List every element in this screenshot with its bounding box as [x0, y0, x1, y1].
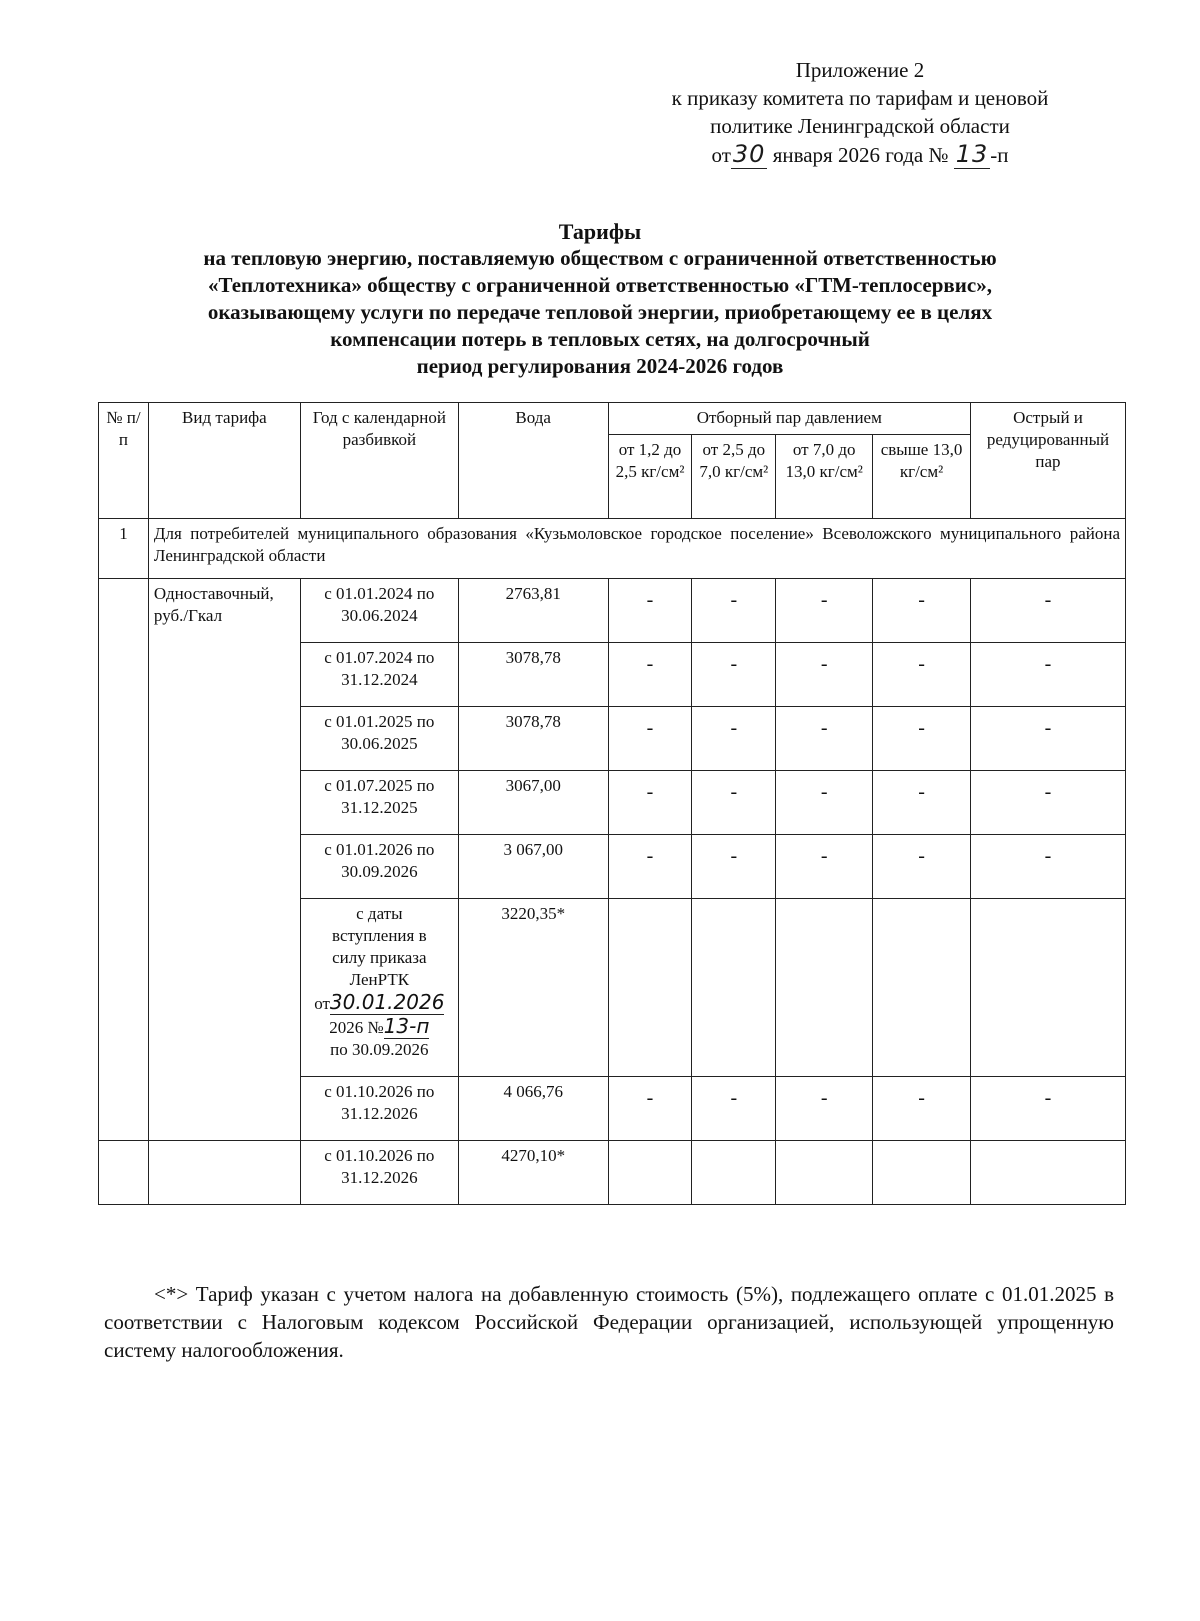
steam-1-value: -: [608, 771, 692, 835]
special-line-3: силу приказа: [332, 948, 427, 967]
document-title: [100, 218, 1100, 380]
header-type: Вид тарифа: [148, 403, 300, 519]
header-steam-4: свыше 13,0 кг/см²: [873, 435, 971, 519]
sharp-steam-value: -: [970, 707, 1125, 771]
steam-2-value: -: [692, 771, 776, 835]
steam-3-value: -: [776, 707, 873, 771]
special-line-2: вступления в: [332, 926, 427, 945]
appendix-title: Приложение 2: [795, 58, 925, 82]
tariff-table: [98, 402, 1126, 1205]
steam-1-value: -: [608, 579, 692, 643]
handwritten-order-date: 30.01.2026: [329, 990, 445, 1014]
steam-2-value: -: [692, 643, 776, 707]
title-line-3: оказывающему услуги по передаче тепловой энергии, приобретающему ее в целях: [207, 300, 993, 324]
steam-3-value: -: [776, 1077, 873, 1141]
steam-4-value: -: [873, 771, 971, 835]
water-value: 3220,35*: [458, 899, 608, 1077]
steam-4-value: -: [873, 707, 971, 771]
period-cell: с 01.01.2026 по 30.09.2026: [300, 835, 458, 899]
steam-1-value: -: [608, 1077, 692, 1141]
title-line-1: на тепловую энергию, поставляемую обществом с ограниченной ответственностью: [203, 246, 997, 270]
steam-2-value: -: [692, 1077, 776, 1141]
water-value: 3067,00: [458, 771, 608, 835]
steam-3-value: -: [776, 835, 873, 899]
water-value: 3078,78: [458, 643, 608, 707]
title-line-5: период регулирования 2024-2026 годов: [416, 354, 784, 378]
steam-1-value: -: [608, 643, 692, 707]
date-prefix: от: [711, 143, 731, 167]
water-value: 2763,81: [458, 579, 608, 643]
period-cell: с 01.10.2026 по 31.12.2026: [300, 1141, 458, 1205]
handwritten-day: 30: [732, 140, 766, 168]
special-year-no: 2026 №: [329, 1018, 384, 1037]
special-line-1: с даты: [356, 904, 403, 923]
header-num: № п/п: [99, 403, 149, 519]
sharp-steam-value: -: [970, 1077, 1125, 1141]
steam-2-value: -: [692, 707, 776, 771]
appendix-header: [600, 56, 1120, 169]
empty-cell: [970, 1141, 1125, 1205]
date-rest: января 2026 года №: [772, 143, 949, 167]
tariff-type: Одноставочный, руб./Гкал: [148, 579, 300, 1141]
title-line-4: компенсации потерь в тепловых сетях, на долгосрочный: [330, 327, 870, 351]
empty-cell: [776, 1141, 873, 1205]
empty-num-cell: [99, 579, 149, 1141]
handwritten-order-number: 13-п: [383, 1014, 430, 1038]
header-sharp-steam: Острый и редуцированный пар: [970, 403, 1125, 519]
period-cell: с 01.10.2026 по 31.12.2026: [300, 1077, 458, 1141]
water-value: 3078,78: [458, 707, 608, 771]
empty-cell: [148, 1141, 300, 1205]
empty-cell: [99, 1141, 149, 1205]
water-value: 3 067,00: [458, 835, 608, 899]
header-steam-2: от 2,5 до 7,0 кг/см²: [692, 435, 776, 519]
sharp-steam-value: -: [970, 835, 1125, 899]
period-cell: с 01.01.2025 по 30.06.2025: [300, 707, 458, 771]
header-year: Год с календарной разбивкой: [300, 403, 458, 519]
steam-1-value: -: [608, 835, 692, 899]
footnote: <*> Тариф указан с учетом налога на добавленную стоимость (5%), подлежащего оплате с 01.01.2025 в соответствии с Налоговым кодексом Российской Федерации организацией, использующей упрощенную систему налогообложения.: [104, 1282, 1114, 1362]
empty-cell: [692, 1141, 776, 1205]
sharp-steam-value: -: [970, 643, 1125, 707]
header-row: [99, 403, 1126, 435]
empty-cell: [608, 899, 692, 1077]
section-num: 1: [99, 519, 149, 579]
special-line-4: ЛенРТК: [349, 970, 410, 989]
sharp-steam-value: -: [970, 771, 1125, 835]
empty-cell: [692, 899, 776, 1077]
number-suffix: -п: [990, 143, 1009, 167]
steam-2-value: -: [692, 835, 776, 899]
header-steam-3: от 7,0 до 13,0 кг/см²: [776, 435, 873, 519]
section-row: [99, 519, 1126, 579]
period-cell: с 01.01.2024 по 30.06.2024: [300, 579, 458, 643]
appendix-line-2: к приказу комитета по тарифам и ценовой: [671, 86, 1049, 110]
table-row: [99, 579, 1126, 643]
empty-cell: [873, 1141, 971, 1205]
header-steam-group: Отборный пар давлением: [608, 403, 970, 435]
header-water: Вода: [458, 403, 608, 519]
period-cell-special: [300, 899, 458, 1077]
empty-cell: [608, 1141, 692, 1205]
steam-3-value: -: [776, 643, 873, 707]
special-line-6: [306, 1015, 453, 1039]
steam-4-value: -: [873, 579, 971, 643]
sharp-steam-value: -: [970, 579, 1125, 643]
steam-4-value: -: [873, 1077, 971, 1141]
empty-cell: [970, 899, 1125, 1077]
steam-3-value: -: [776, 579, 873, 643]
steam-3-value: -: [776, 771, 873, 835]
appendix-date-line: [600, 140, 1120, 169]
empty-cell: [873, 899, 971, 1077]
special-from: от: [314, 994, 330, 1013]
period-cell: с 01.07.2025 по 31.12.2025: [300, 771, 458, 835]
steam-4-value: -: [873, 835, 971, 899]
steam-4-value: -: [873, 643, 971, 707]
title-line-2: «Теплотехника» обществу с ограниченной ответственностью «ГТМ-теплосервис»,: [208, 273, 992, 297]
appendix-line-3: политике Ленинградской области: [710, 114, 1010, 138]
section-text: Для потребителей муниципального образования «Кузьмоловское городское поселение» Всеволожского муниципального района Ленинградской области: [148, 519, 1125, 579]
empty-cell: [776, 899, 873, 1077]
header-steam-1: от 1,2 до 2,5 кг/см²: [608, 435, 692, 519]
special-line-5: [306, 991, 453, 1015]
water-value: 4270,10*: [458, 1141, 608, 1205]
handwritten-number: 13: [955, 140, 989, 168]
steam-2-value: -: [692, 579, 776, 643]
steam-1-value: -: [608, 707, 692, 771]
water-value: 4 066,76: [458, 1077, 608, 1141]
table-row: [99, 1141, 1126, 1205]
period-cell: с 01.07.2024 по 31.12.2024: [300, 643, 458, 707]
special-line-7: по 30.09.2026: [330, 1040, 429, 1059]
title-main: Тарифы: [558, 219, 642, 244]
